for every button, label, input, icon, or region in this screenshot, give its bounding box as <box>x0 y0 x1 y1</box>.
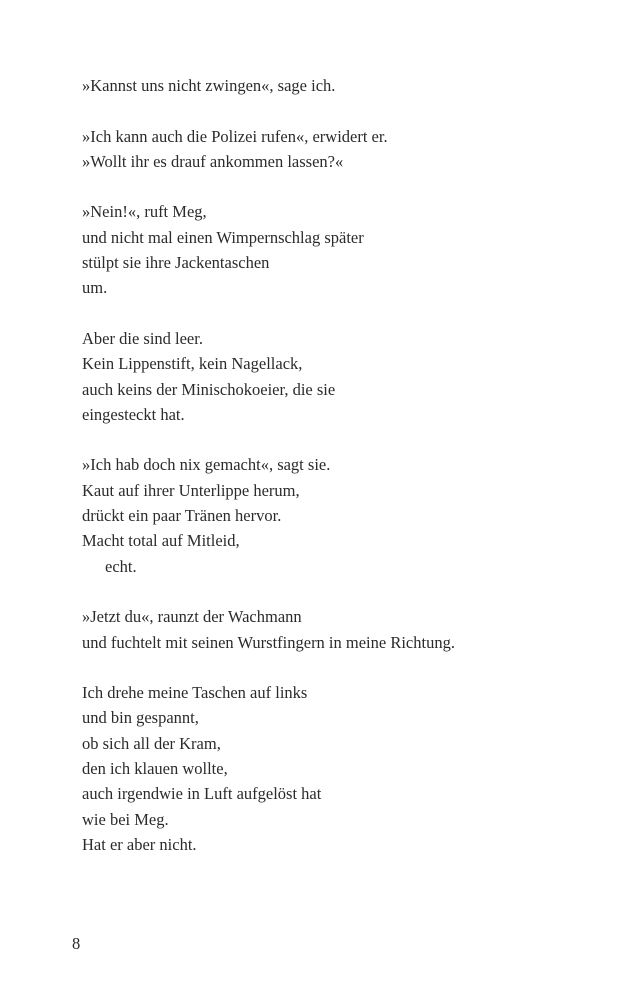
stanza-1 <box>82 73 602 98</box>
verse-line: ob sich all der Kram, <box>82 733 221 753</box>
stanza-6 <box>82 604 602 655</box>
verse-line: und bin gespannt, <box>82 708 199 728</box>
page-number: 8 <box>72 934 81 953</box>
stanza-4 <box>82 326 602 427</box>
verse-line: »Kannst uns nicht zwingen«, sage ich. <box>82 76 336 95</box>
verse-line: drückt ein paar Tränen hervor. <box>82 506 282 526</box>
verse-line: eingesteckt hat. <box>82 404 185 424</box>
verse-line: »Ich hab doch nix gemacht«, sagt sie. <box>82 455 331 475</box>
verse-line: Hat er aber nicht. <box>82 834 197 854</box>
verse-line: stülpt sie ihre Jackentaschen <box>82 253 270 273</box>
verse-line: »Ich kann auch die Polizei rufen«, erwidert er. <box>82 126 388 146</box>
verse-line: auch irgendwie in Luft aufgelöst hat <box>82 784 322 804</box>
verse-line: den ich klauen wollte, <box>82 759 228 779</box>
verse-line: um. <box>82 278 108 298</box>
verse-line: Kein Lippenstift, kein Nagellack, <box>82 354 303 374</box>
poem-text <box>82 73 602 883</box>
verse-line: auch keins der Minischokoeier, die sie <box>82 379 336 399</box>
verse-line: Aber die sind leer. <box>82 328 203 348</box>
verse-line: wie bei Meg. <box>82 809 169 829</box>
verse-line: und fuchtelt mit seinen Wurstfingern in meine Richtung. <box>82 632 455 652</box>
verse-line: Macht total auf Mitleid, <box>82 531 240 551</box>
verse-line: Kaut auf ihrer Unterlippe herum, <box>82 480 300 500</box>
stanza-5 <box>82 452 602 578</box>
verse-line: »Wollt ihr es drauf ankommen lassen?« <box>82 151 344 171</box>
verse-line: Ich drehe meine Taschen auf links <box>82 683 308 703</box>
verse-line-indented: echt. <box>105 556 137 576</box>
stanza-2 <box>82 124 602 175</box>
stanza-3 <box>82 199 602 300</box>
verse-line: und nicht mal einen Wimpernschlag später <box>82 227 364 247</box>
verse-line: »Nein!«, ruft Meg, <box>82 202 207 222</box>
stanza-7 <box>82 680 602 857</box>
verse-line: »Jetzt du«, raunzt der Wachmann <box>82 607 302 627</box>
